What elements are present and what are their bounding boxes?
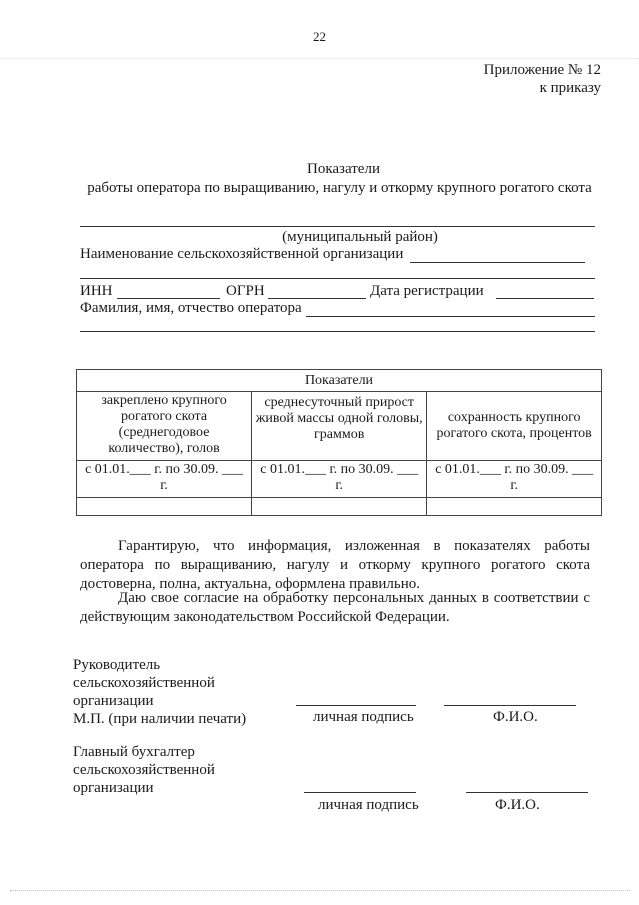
appendix-line-1: Приложение № 12 — [483, 62, 601, 78]
guarantee-paragraph: Гарантирую, что информация, изложенная в показателях работы оператора по выращиванию, нагулу и откорму крупного рогатого скота достоверна, полна, актуальна, оформлена правильно. — [80, 538, 590, 592]
head-name-line[interactable] — [444, 705, 576, 706]
accountant-signature-caption: личная подпись — [318, 797, 419, 813]
table-header: Показатели — [77, 370, 602, 392]
inn-blank[interactable] — [117, 285, 220, 299]
value-cell-1[interactable] — [77, 498, 252, 516]
indicators-table — [76, 369, 602, 516]
head-signature-line[interactable] — [296, 705, 416, 706]
reg-date-label: Дата регистрации — [370, 283, 484, 299]
org-name-blank[interactable] — [410, 249, 585, 263]
consent-paragraph: Даю свое согласие на обработку персональных данных в соответствии с действующим законодательством Российской Федерации. — [80, 590, 590, 625]
org-name-row — [80, 246, 403, 263]
accountant-name-caption: Ф.И.О. — [495, 797, 540, 813]
column-header-preservation: сохранность крупного рогатого скота, процентов — [427, 392, 602, 461]
reg-date-blank[interactable] — [496, 285, 594, 299]
operator-blank[interactable] — [306, 303, 595, 317]
inn-label: ИНН — [80, 283, 113, 299]
org-name-label: Наименование сельскохозяйственной организации — [80, 246, 404, 262]
head-name-caption: Ф.И.О. — [493, 709, 538, 725]
value-cell-3[interactable] — [427, 498, 602, 516]
period-cell-1: с 01.01.___ г. по 30.09. ___ г. — [77, 461, 252, 498]
head-title-line-2: сельскохозяйственной — [73, 675, 215, 691]
operator-blank-2[interactable] — [80, 318, 595, 332]
org-name-blank-2[interactable] — [80, 265, 595, 279]
appendix-note — [484, 61, 601, 97]
operator-label: Фамилия, имя, отчество оператора — [80, 300, 302, 316]
accountant-name-line[interactable] — [466, 792, 588, 793]
head-title-line-3: организации — [73, 693, 154, 709]
column-header-daily-gain: среднесуточный прирост живой массы одной головы, граммов — [252, 392, 427, 461]
head-stamp-note: М.П. (при наличии печати) — [73, 711, 247, 727]
municipal-district-caption: (муниципальный район) — [282, 229, 438, 245]
head-signature-caption: личная подпись — [313, 709, 414, 725]
period-cell-3: с 01.01.___ г. по 30.09. ___ г. — [427, 461, 602, 498]
period-cell-2: с 01.01.___ г. по 30.09. ___ г. — [252, 461, 427, 498]
accountant-title-line-3: организации — [73, 780, 154, 796]
table-header-row — [77, 370, 602, 392]
title-line-1: Показатели — [307, 161, 380, 177]
accountant-title-line-1: Главный бухгалтер — [73, 744, 195, 760]
footer-rule — [10, 890, 630, 891]
appendix-line-2: к приказу — [539, 80, 601, 96]
page-number: 22 — [313, 29, 326, 44]
header-rule — [0, 58, 639, 59]
ogrn-label: ОГРН — [226, 283, 265, 299]
ogrn-blank[interactable] — [268, 285, 366, 299]
accountant-signatory — [73, 743, 215, 797]
accountant-title-line-2: сельскохозяйственной — [73, 762, 215, 778]
accountant-signature-line[interactable] — [304, 792, 416, 793]
table-columns-row — [77, 392, 602, 461]
title-line-2: работы оператора по выращиванию, нагулу и откорму крупного рогатого скота — [87, 180, 592, 196]
municipal-district-line[interactable] — [80, 213, 595, 227]
column-header-cattle-count: закреплено крупного рогатого скота (среднегодовое количество), голов — [77, 392, 252, 461]
table-value-row — [77, 498, 602, 516]
table-period-row — [77, 461, 602, 498]
value-cell-2[interactable] — [252, 498, 427, 516]
head-title-line-1: Руководитель — [73, 657, 161, 673]
document-title — [0, 160, 639, 198]
head-signatory — [73, 656, 246, 728]
